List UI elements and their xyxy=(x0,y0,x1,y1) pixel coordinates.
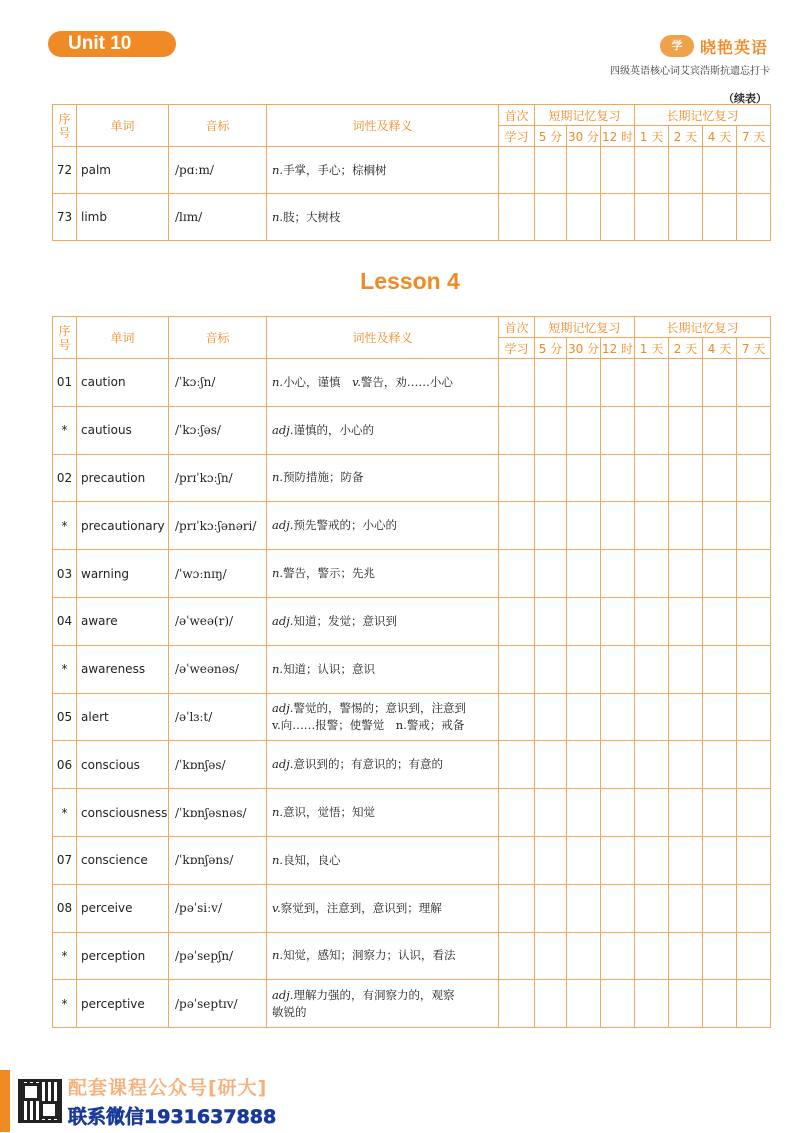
row-phonetic: /əˈlɜːt/ xyxy=(169,693,267,741)
review-checkbox-cell[interactable] xyxy=(737,147,771,194)
row-word: limb xyxy=(77,194,169,241)
review-checkbox-cell[interactable] xyxy=(737,454,771,502)
review-checkbox-cell[interactable] xyxy=(635,550,669,598)
review-checkbox-cell[interactable] xyxy=(535,359,567,407)
part-of-speech: adj. xyxy=(272,757,294,772)
definition-text: 察觉到，注意到，意识到；理解 xyxy=(280,900,442,915)
qr-code-icon xyxy=(18,1079,62,1123)
row-word: cautious xyxy=(77,406,169,454)
header-first-study: 首次 xyxy=(499,105,535,126)
table-row xyxy=(53,502,771,550)
review-checkbox-cell[interactable] xyxy=(635,454,669,502)
row-word: palm xyxy=(77,147,169,194)
row-definition xyxy=(267,789,499,837)
row-definition xyxy=(267,147,499,194)
row-number: 08 xyxy=(53,884,77,932)
header-first-study: 首次 xyxy=(499,317,535,338)
review-checkbox-cell[interactable] xyxy=(535,836,567,884)
review-checkbox-cell[interactable] xyxy=(499,884,535,932)
review-checkbox-cell[interactable] xyxy=(703,980,737,1028)
review-checkbox-cell[interactable] xyxy=(737,597,771,645)
review-checkbox-cell[interactable] xyxy=(669,693,703,741)
table-row xyxy=(53,194,771,241)
review-checkbox-cell[interactable] xyxy=(737,359,771,407)
part-of-speech: adj. xyxy=(272,613,294,628)
header-serial: 序号 xyxy=(53,317,77,359)
header-short-col: 30 分 xyxy=(567,338,601,359)
row-number: 06 xyxy=(53,741,77,789)
review-checkbox-cell[interactable] xyxy=(499,980,535,1028)
header-short-col: 12 时 xyxy=(601,126,635,147)
table-row xyxy=(53,693,771,741)
header-long-col: 4 天 xyxy=(703,126,737,147)
review-checkbox-cell[interactable] xyxy=(669,741,703,789)
review-checkbox-cell[interactable] xyxy=(669,789,703,837)
review-checkbox-cell[interactable] xyxy=(669,550,703,598)
row-phonetic: /pəˈsiːv/ xyxy=(169,884,267,932)
review-checkbox-cell[interactable] xyxy=(737,741,771,789)
part-of-speech: adj. xyxy=(272,700,294,715)
review-checkbox-cell[interactable] xyxy=(535,884,567,932)
row-phonetic: /ˈwɔːnɪŋ/ xyxy=(169,550,267,598)
review-checkbox-cell[interactable] xyxy=(535,980,567,1028)
review-checkbox-cell[interactable] xyxy=(669,454,703,502)
review-checkbox-cell[interactable] xyxy=(535,502,567,550)
definition-text: 警觉的，警惕的；意识到，注意到 xyxy=(293,700,466,715)
definition-text: 意识到的；有意识的；有意的 xyxy=(293,757,443,772)
review-checkbox-cell[interactable] xyxy=(567,980,601,1028)
row-definition xyxy=(267,980,499,1028)
review-checkbox-cell[interactable] xyxy=(635,932,669,980)
definition-text: 知道；发觉；意识到 xyxy=(293,613,397,628)
review-checkbox-cell[interactable] xyxy=(635,789,669,837)
table-row xyxy=(53,980,771,1028)
review-checkbox-cell[interactable] xyxy=(635,836,669,884)
definition-text: 预防措施；防备 xyxy=(283,470,364,485)
continued-label: （续表） xyxy=(723,92,767,105)
review-checkbox-cell[interactable] xyxy=(635,980,669,1028)
review-checkbox-cell[interactable] xyxy=(601,741,635,789)
review-checkbox-cell[interactable] xyxy=(535,932,567,980)
review-checkbox-cell[interactable] xyxy=(669,502,703,550)
review-checkbox-cell[interactable] xyxy=(669,980,703,1028)
row-phonetic: /pəˈseptɪv/ xyxy=(169,980,267,1028)
review-checkbox-cell[interactable] xyxy=(635,884,669,932)
review-checkbox-cell[interactable] xyxy=(601,836,635,884)
part-of-speech: n. xyxy=(272,209,284,224)
row-definition xyxy=(267,406,499,454)
review-checkbox-cell[interactable] xyxy=(601,789,635,837)
table-row xyxy=(53,884,771,932)
header-long-col: 7 天 xyxy=(737,126,771,147)
review-checkbox-cell[interactable] xyxy=(499,789,535,837)
review-checkbox-cell[interactable] xyxy=(703,550,737,598)
row-definition xyxy=(267,836,499,884)
row-number: * xyxy=(53,789,77,837)
review-checkbox-cell[interactable] xyxy=(737,194,771,241)
row-number: * xyxy=(53,932,77,980)
header-short-col: 30 分 xyxy=(567,126,601,147)
part-of-speech: n. xyxy=(272,470,284,485)
definition-text: 谨慎的，小心的 xyxy=(293,422,374,437)
row-number: * xyxy=(53,645,77,693)
footer-accent-bar xyxy=(0,1070,10,1132)
review-checkbox-cell[interactable] xyxy=(499,550,535,598)
definition-text: 手掌，手心；棕榈树 xyxy=(283,162,387,177)
row-phonetic: /ˈkɒnʃəs/ xyxy=(169,741,267,789)
review-checkbox-cell[interactable] xyxy=(635,359,669,407)
review-checkbox-cell[interactable] xyxy=(737,502,771,550)
review-checkbox-cell[interactable] xyxy=(703,884,737,932)
definition-text: 理解力强的，有洞察力的，观察 xyxy=(293,987,455,1002)
review-checkbox-cell[interactable] xyxy=(737,693,771,741)
review-checkbox-cell[interactable] xyxy=(703,597,737,645)
review-checkbox-cell[interactable] xyxy=(499,406,535,454)
row-word: warning xyxy=(77,550,169,598)
review-checkbox-cell[interactable] xyxy=(535,550,567,598)
review-checkbox-cell[interactable] xyxy=(601,980,635,1028)
part-of-speech: n. xyxy=(272,566,284,581)
row-number: 05 xyxy=(53,693,77,741)
definition-text: 知觉，感知；洞察力；认识，看法 xyxy=(283,948,456,963)
review-checkbox-cell[interactable] xyxy=(601,147,635,194)
review-checkbox-cell[interactable] xyxy=(535,789,567,837)
review-checkbox-cell[interactable] xyxy=(703,932,737,980)
part-of-speech: n. xyxy=(272,948,284,963)
review-checkbox-cell[interactable] xyxy=(567,693,601,741)
row-number: 01 xyxy=(53,359,77,407)
row-definition xyxy=(267,502,499,550)
row-number: * xyxy=(53,980,77,1028)
row-phonetic: /pɑːm/ xyxy=(169,147,267,194)
row-definition xyxy=(267,645,499,693)
footer-line-2: 联系微信1931637888 xyxy=(68,1105,277,1128)
review-checkbox-cell[interactable] xyxy=(567,406,601,454)
footer-promo xyxy=(0,1068,320,1133)
review-checkbox-cell[interactable] xyxy=(567,454,601,502)
part-of-speech: adj. xyxy=(272,422,294,437)
review-checkbox-cell[interactable] xyxy=(535,406,567,454)
definition-text: 意识，觉悟；知觉 xyxy=(283,805,376,820)
row-phonetic: /ˈkɒnʃəns/ xyxy=(169,836,267,884)
review-checkbox-cell[interactable] xyxy=(535,597,567,645)
review-checkbox-cell[interactable] xyxy=(567,645,601,693)
review-checkbox-cell[interactable] xyxy=(499,597,535,645)
row-word: alert xyxy=(77,693,169,741)
review-checkbox-cell[interactable] xyxy=(567,789,601,837)
review-checkbox-cell[interactable] xyxy=(535,741,567,789)
header-long-col: 1 天 xyxy=(635,338,669,359)
row-number: 73 xyxy=(53,194,77,241)
review-checkbox-cell[interactable] xyxy=(737,645,771,693)
review-checkbox-cell[interactable] xyxy=(499,693,535,741)
row-phonetic: /əˈweə(r)/ xyxy=(169,597,267,645)
review-checkbox-cell[interactable] xyxy=(499,147,535,194)
review-checkbox-cell[interactable] xyxy=(669,884,703,932)
table-row xyxy=(53,406,771,454)
review-checkbox-cell[interactable] xyxy=(567,741,601,789)
review-checkbox-cell[interactable] xyxy=(703,741,737,789)
brand-icon: 学 xyxy=(660,35,694,57)
review-checkbox-cell[interactable] xyxy=(703,645,737,693)
review-checkbox-cell[interactable] xyxy=(499,454,535,502)
table-row xyxy=(53,932,771,980)
review-checkbox-cell[interactable] xyxy=(601,645,635,693)
row-word: consciousness xyxy=(77,789,169,837)
definition-line-2: 敏锐的 xyxy=(272,1004,307,1019)
review-checkbox-cell[interactable] xyxy=(635,693,669,741)
row-definition xyxy=(267,550,499,598)
review-checkbox-cell[interactable] xyxy=(567,147,601,194)
table-row xyxy=(53,147,771,194)
review-checkbox-cell[interactable] xyxy=(669,359,703,407)
review-checkbox-cell[interactable] xyxy=(737,550,771,598)
review-checkbox-cell[interactable] xyxy=(499,359,535,407)
row-word: caution xyxy=(77,359,169,407)
row-definition xyxy=(267,932,499,980)
row-word: perception xyxy=(77,932,169,980)
definition-text: 肢；大树枝 xyxy=(283,209,341,224)
header-phonetic: 音标 xyxy=(169,317,267,359)
review-checkbox-cell[interactable] xyxy=(669,932,703,980)
review-checkbox-cell[interactable] xyxy=(703,359,737,407)
table-row xyxy=(53,550,771,598)
table-row xyxy=(53,597,771,645)
review-checkbox-cell[interactable] xyxy=(703,454,737,502)
definition-text: 警告，劝……小心 xyxy=(360,374,453,389)
definition-line-2: v.向……报警；使警觉 n.警戒；戒备 xyxy=(272,717,465,732)
part-of-speech: n. xyxy=(272,374,284,389)
review-checkbox-cell[interactable] xyxy=(703,836,737,884)
review-checkbox-cell[interactable] xyxy=(499,836,535,884)
review-checkbox-cell[interactable] xyxy=(601,693,635,741)
review-checkbox-cell[interactable] xyxy=(601,406,635,454)
row-definition xyxy=(267,194,499,241)
table-row xyxy=(53,741,771,789)
lesson-title: Lesson 4 xyxy=(360,268,460,294)
row-phonetic: /lɪm/ xyxy=(169,194,267,241)
row-phonetic: /prɪˈkɔːʃn/ xyxy=(169,454,267,502)
review-checkbox-cell[interactable] xyxy=(635,597,669,645)
review-checkbox-cell[interactable] xyxy=(703,147,737,194)
review-checkbox-cell[interactable] xyxy=(567,359,601,407)
row-definition xyxy=(267,693,499,741)
table-row xyxy=(53,359,771,407)
review-checkbox-cell[interactable] xyxy=(737,789,771,837)
review-checkbox-cell[interactable] xyxy=(737,836,771,884)
part-of-speech: n. xyxy=(272,162,284,177)
review-checkbox-cell[interactable] xyxy=(567,932,601,980)
header-long-col: 1 天 xyxy=(635,126,669,147)
review-checkbox-cell[interactable] xyxy=(669,147,703,194)
review-checkbox-cell[interactable] xyxy=(669,597,703,645)
row-number: 07 xyxy=(53,836,77,884)
review-checkbox-cell[interactable] xyxy=(601,597,635,645)
review-checkbox-cell[interactable] xyxy=(601,359,635,407)
header-study: 学习 xyxy=(499,126,535,147)
review-checkbox-cell[interactable] xyxy=(635,194,669,241)
row-word: aware xyxy=(77,597,169,645)
review-checkbox-cell[interactable] xyxy=(499,932,535,980)
part-of-speech: v. xyxy=(272,900,281,915)
part-of-speech: n. xyxy=(272,661,284,676)
review-checkbox-cell[interactable] xyxy=(703,789,737,837)
review-checkbox-cell[interactable] xyxy=(737,980,771,1028)
review-checkbox-cell[interactable] xyxy=(635,645,669,693)
brand-name: 晓艳英语 xyxy=(699,37,768,57)
review-checkbox-cell[interactable] xyxy=(703,194,737,241)
vocab-table-lesson4 xyxy=(52,316,771,1028)
review-checkbox-cell[interactable] xyxy=(601,550,635,598)
table-row xyxy=(53,454,771,502)
review-checkbox-cell[interactable] xyxy=(737,406,771,454)
row-word: conscious xyxy=(77,741,169,789)
table-row xyxy=(53,789,771,837)
header-short-term: 短期记忆复习 xyxy=(535,317,635,338)
review-checkbox-cell[interactable] xyxy=(535,194,567,241)
footer-line-1: 配套课程公众号[研大] xyxy=(68,1076,268,1099)
review-checkbox-cell[interactable] xyxy=(669,194,703,241)
review-checkbox-cell[interactable] xyxy=(567,550,601,598)
row-number: 04 xyxy=(53,597,77,645)
header-long-term: 长期记忆复习 xyxy=(635,317,771,338)
review-checkbox-cell[interactable] xyxy=(535,645,567,693)
review-checkbox-cell[interactable] xyxy=(737,932,771,980)
review-checkbox-cell[interactable] xyxy=(535,454,567,502)
header-word: 单词 xyxy=(77,317,169,359)
row-phonetic: /ˈkɒnʃəsnəs/ xyxy=(169,789,267,837)
row-definition xyxy=(267,359,499,407)
book-subtitle: 四级英语核心词艾宾浩斯抗遗忘打卡 xyxy=(610,66,770,77)
review-checkbox-cell[interactable] xyxy=(601,454,635,502)
part-of-speech: adj. xyxy=(272,518,294,533)
header-phonetic: 音标 xyxy=(169,105,267,147)
definition-text: 小心，谨慎 xyxy=(283,374,341,389)
review-checkbox-cell[interactable] xyxy=(635,502,669,550)
review-checkbox-cell[interactable] xyxy=(601,884,635,932)
row-phonetic: /ˈkɔːʃn/ xyxy=(169,359,267,407)
definition-text: 警告，警示；先兆 xyxy=(283,566,376,581)
definition-text: 预先警戒的；小心的 xyxy=(293,518,397,533)
review-checkbox-cell[interactable] xyxy=(567,884,601,932)
review-checkbox-cell[interactable] xyxy=(601,502,635,550)
review-checkbox-cell[interactable] xyxy=(601,932,635,980)
row-phonetic: /ˈkɔːʃəs/ xyxy=(169,406,267,454)
unit-tab: Unit 10 xyxy=(48,31,176,57)
review-checkbox-cell[interactable] xyxy=(499,502,535,550)
row-word: conscience xyxy=(77,836,169,884)
review-checkbox-cell[interactable] xyxy=(635,147,669,194)
header-long-col: 7 天 xyxy=(737,338,771,359)
definition-text: 知道；认识；意识 xyxy=(283,661,376,676)
review-checkbox-cell[interactable] xyxy=(669,406,703,454)
review-checkbox-cell[interactable] xyxy=(601,194,635,241)
review-checkbox-cell[interactable] xyxy=(703,693,737,741)
row-number: * xyxy=(53,502,77,550)
brand-logo xyxy=(660,35,768,57)
review-checkbox-cell[interactable] xyxy=(499,645,535,693)
review-checkbox-cell[interactable] xyxy=(567,194,601,241)
header-short-term: 短期记忆复习 xyxy=(535,105,635,126)
header-long-term: 长期记忆复习 xyxy=(635,105,771,126)
row-word: perceptive xyxy=(77,980,169,1028)
header-word: 单词 xyxy=(77,105,169,147)
header-meaning: 词性及释义 xyxy=(267,105,499,147)
part-of-speech: adj. xyxy=(272,987,294,1002)
row-number: 02 xyxy=(53,454,77,502)
review-checkbox-cell[interactable] xyxy=(535,147,567,194)
header-long-col: 2 天 xyxy=(669,338,703,359)
vocab-table-unit10 xyxy=(52,104,771,241)
row-word: precaution xyxy=(77,454,169,502)
row-word: awareness xyxy=(77,645,169,693)
header-short-col: 12 时 xyxy=(601,338,635,359)
header-long-col: 2 天 xyxy=(669,126,703,147)
part-of-speech: v. xyxy=(352,374,361,389)
definition-text: 良知，良心 xyxy=(283,852,341,867)
review-checkbox-cell[interactable] xyxy=(535,693,567,741)
review-checkbox-cell[interactable] xyxy=(669,836,703,884)
row-number: 72 xyxy=(53,147,77,194)
review-checkbox-cell[interactable] xyxy=(567,597,601,645)
header-short-col: 5 分 xyxy=(535,126,567,147)
row-phonetic: /əˈweənəs/ xyxy=(169,645,267,693)
review-checkbox-cell[interactable] xyxy=(499,741,535,789)
part-of-speech: n. xyxy=(272,852,284,867)
row-definition xyxy=(267,741,499,789)
review-checkbox-cell[interactable] xyxy=(567,502,601,550)
table-row xyxy=(53,836,771,884)
table-row xyxy=(53,645,771,693)
row-number: * xyxy=(53,406,77,454)
review-checkbox-cell[interactable] xyxy=(499,194,535,241)
header-short-col: 5 分 xyxy=(535,338,567,359)
review-checkbox-cell[interactable] xyxy=(703,502,737,550)
review-checkbox-cell[interactable] xyxy=(737,884,771,932)
table-header-row xyxy=(53,317,771,338)
row-definition xyxy=(267,884,499,932)
header-long-col: 4 天 xyxy=(703,338,737,359)
review-checkbox-cell[interactable] xyxy=(635,406,669,454)
part-of-speech: n. xyxy=(272,805,284,820)
row-number: 03 xyxy=(53,550,77,598)
row-definition xyxy=(267,454,499,502)
table-header-row xyxy=(53,105,771,126)
review-checkbox-cell[interactable] xyxy=(567,836,601,884)
header-serial: 序号 xyxy=(53,105,77,147)
row-word: perceive xyxy=(77,884,169,932)
row-word: precautionary xyxy=(77,502,169,550)
row-definition xyxy=(267,597,499,645)
header-study: 学习 xyxy=(499,338,535,359)
row-phonetic: /pəˈsepʃn/ xyxy=(169,932,267,980)
review-checkbox-cell[interactable] xyxy=(703,406,737,454)
review-checkbox-cell[interactable] xyxy=(669,645,703,693)
row-phonetic: /prɪˈkɔːʃənəri/ xyxy=(169,502,267,550)
header-meaning: 词性及释义 xyxy=(267,317,499,359)
review-checkbox-cell[interactable] xyxy=(635,741,669,789)
